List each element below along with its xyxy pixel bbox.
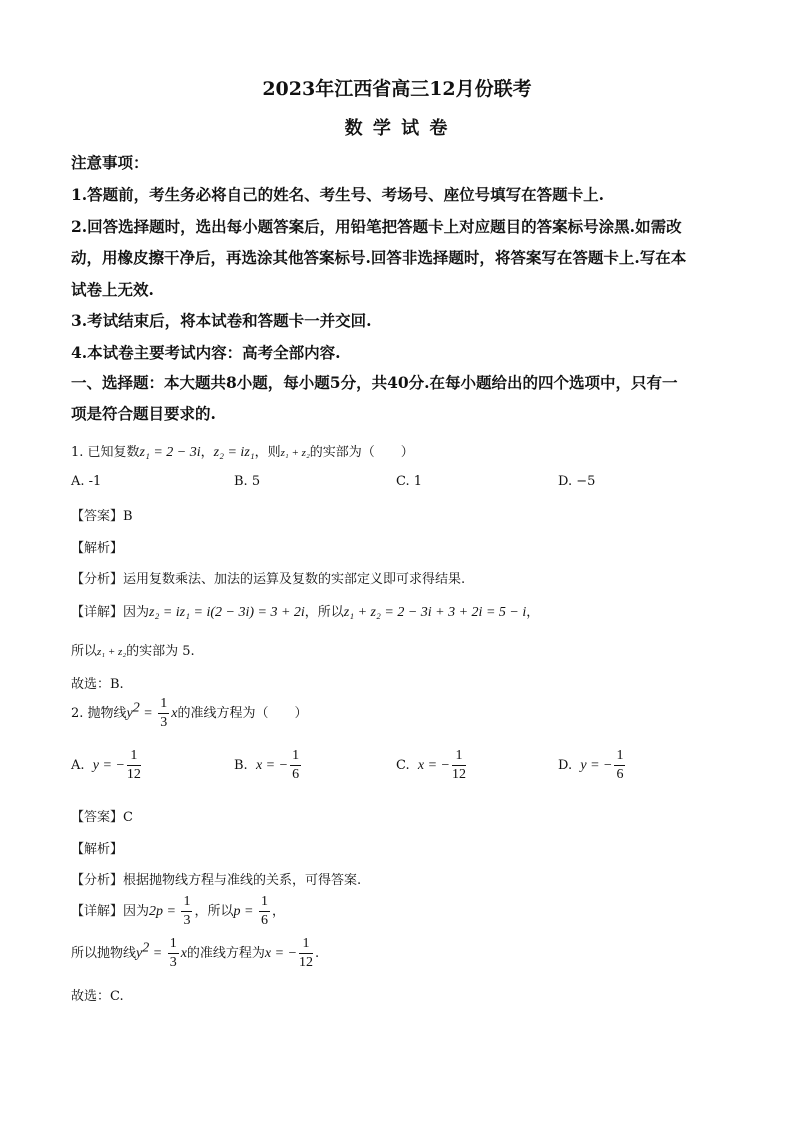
detail-text: 因为 [123, 904, 150, 919]
q1-detail [71, 601, 539, 621]
q2-option-b [234, 749, 303, 782]
fraction-numerator: 1 [181, 895, 192, 912]
answer-tag: 【答案】 [71, 810, 124, 825]
detail-fraction [181, 895, 192, 928]
detail-text: ，所以 [304, 605, 344, 620]
detail-eq: = [149, 946, 166, 961]
q2-option-a [71, 749, 143, 782]
fenxi-text: 运用复数乘法、加法的运算及复数的实部定义即可求得结果. [123, 572, 466, 587]
fraction-denominator: 3 [169, 955, 177, 970]
q2-option-d [558, 749, 627, 782]
answer-tag: 【答案】 [71, 509, 124, 524]
detail-text: ，所以 [194, 904, 234, 919]
fraction-numerator: 1 [158, 697, 169, 714]
section-heading-cont: 项是符合题目要求的. [71, 404, 216, 423]
option-fraction [614, 749, 625, 782]
q2-detail-line2: 所以抛物线$y^2$ = $\frac{1}{3}$ x的准线方程为x = − $\frac{1}{12}$ . [71, 936, 320, 970]
detail-fraction [168, 937, 179, 970]
q1-detail-line2 [71, 640, 195, 659]
q2-x: x [171, 706, 178, 721]
detail-text: ， [526, 605, 540, 620]
option-label: A. [71, 758, 85, 773]
fraction-denominator: 6 [292, 767, 300, 782]
q1-answer [71, 505, 133, 524]
answer-value: B [123, 509, 133, 524]
fraction-denominator: 12 [126, 767, 141, 782]
detail-text: 所以 [71, 644, 98, 659]
detail-x: x [180, 946, 187, 961]
q1-z2: z₂ = iz₁ [213, 445, 255, 460]
note-1: 1.答题前，考生务必将自己的姓名、考生号、考场号、座位号填写在答题卡上. [71, 185, 605, 204]
note-2-cont: 动，用橡皮擦干净后，再选涂其他答案标号.回答非选择题时，将答案写在答题卡上.写在本 [71, 248, 687, 267]
fenxi-tag: 【分析】 [71, 873, 124, 888]
fenxi-text: 根据抛物线方程与准线的关系，可得答案. [123, 873, 362, 888]
q2-fraction [158, 697, 169, 730]
q2-analysis-tag: 【解析】 [71, 842, 124, 857]
q1-analysis-tag: 【解析】 [71, 541, 124, 556]
note-4: 4.本试卷主要考试内容：高考全部内容. [71, 343, 341, 362]
fraction-numerator: 1 [259, 895, 270, 912]
q1-fenxi [71, 568, 465, 587]
option-fraction [290, 749, 301, 782]
q1-option-b: B. 5 [234, 474, 261, 489]
detail-text: 的实部为 5. [126, 644, 195, 659]
detail-text: 的准线方程为 [186, 946, 265, 961]
q2-option-c [396, 749, 468, 782]
fraction-denominator: 6 [616, 767, 624, 782]
question-1-stem [71, 441, 414, 461]
option-fraction [452, 749, 466, 782]
fraction-denominator: 3 [160, 715, 168, 730]
fraction-denominator: 12 [299, 955, 314, 970]
q2-eq: = [139, 706, 157, 721]
q1-z1: z₁ = 2 − 3i [139, 445, 201, 460]
q1-option-d: D. −5 [558, 474, 596, 489]
fenxi-tag: 【分析】 [71, 572, 124, 587]
detail-tag: 【详解】 [71, 904, 124, 919]
detail-equation: x = − [264, 946, 298, 961]
q2-suffix: 的准线方程为（ ） [177, 706, 308, 721]
fraction-denominator: 6 [260, 913, 268, 928]
exam-title: 2023年江西省高三12月份联考 [262, 78, 532, 100]
detail-fraction [299, 937, 313, 970]
detail-y: y [136, 946, 143, 961]
detail-equation: z₂ = iz₁ = i(2 − 3i) = 3 + 2i [149, 605, 305, 620]
q1-sum: z₁ + z₂ [280, 447, 310, 459]
q1-sep: ， [200, 445, 214, 460]
fraction-denominator: 3 [183, 913, 191, 928]
option-lhs: x = − [417, 758, 450, 773]
note-2: 2.回答选择题时，选出每小题答案后，用铅笔把答题卡上对应题目的答案标号涂黑.如需改 [71, 217, 682, 236]
note-2-end: 试卷上无效. [71, 280, 154, 299]
fraction-numerator: 1 [614, 749, 625, 766]
fraction-numerator: 1 [452, 749, 466, 766]
detail-text: 所以抛物线 [71, 946, 137, 961]
option-label: B. [234, 758, 248, 773]
option-lhs: x = − [255, 758, 289, 773]
detail-text: ， [271, 904, 285, 919]
detail-text: 因为 [123, 605, 150, 620]
notes-heading: 注意事项： [71, 153, 149, 172]
detail-tag: 【详解】 [71, 605, 124, 620]
q1-prefix: 1. 已知复数 [71, 445, 140, 460]
q1-option-a: A. -1 [71, 474, 102, 489]
question-2-stem: 2. 抛物线$y^2$ = $\frac{1}{3}$ x的准线方程为（ ） [71, 696, 308, 730]
detail-text: . [315, 946, 320, 961]
fraction-denominator: 12 [452, 767, 466, 782]
fraction-numerator: 1 [168, 937, 179, 954]
fraction-numerator: 1 [127, 749, 141, 766]
option-label: C. [396, 758, 410, 773]
q1-mid: ，则 [254, 445, 281, 460]
fraction-numerator: 1 [290, 749, 301, 766]
q2-choose: 故选：C. [71, 989, 124, 1004]
section-heading: 一、选择题：本大题共8小题，每小题5分，共40分.在每小题给出的四个选项中，只有一 [71, 373, 678, 392]
option-lhs: y = − [580, 758, 613, 773]
detail-equation: z₁ + z₂ = 2 − 3i + 3 + 2i = 5 − i [343, 605, 527, 620]
q2-y: y [126, 706, 133, 721]
option-label: D. [558, 758, 573, 773]
q2-answer [71, 806, 133, 825]
detail-fraction [259, 895, 270, 928]
note-3: 3.考试结束后，将本试卷和答题卡一并交回. [71, 311, 372, 330]
q2-detail [71, 895, 285, 928]
exam-subtitle: 数 学 试 卷 [344, 118, 450, 139]
q1-choose: 故选：B. [71, 677, 124, 692]
detail-equation: 2p = [149, 904, 180, 919]
fraction-numerator: 1 [299, 937, 313, 954]
option-lhs: y = − [92, 758, 125, 773]
q1-suffix: 的实部为（ ） [309, 445, 414, 460]
q2-prefix: 2. 抛物线 [71, 706, 127, 721]
detail-equation: p = [233, 904, 257, 919]
q2-fenxi [71, 869, 361, 888]
q1-option-c: C. 1 [396, 474, 423, 489]
option-fraction [127, 749, 141, 782]
answer-value: C [123, 810, 133, 825]
detail-equation: z₁ + z₂ [97, 646, 127, 658]
